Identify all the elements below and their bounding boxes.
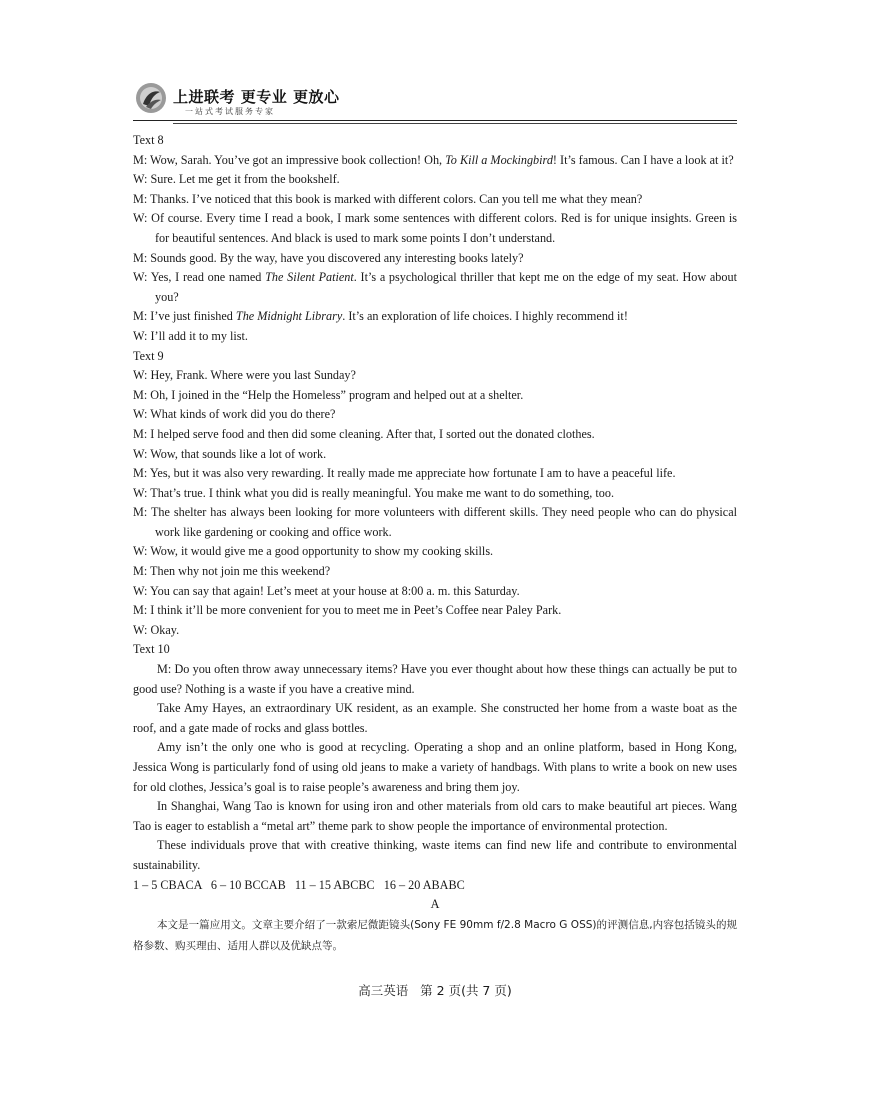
dialogue-line xyxy=(133,151,737,171)
speaker-label: M: xyxy=(133,466,148,481)
speaker-label: W: xyxy=(133,407,148,422)
header-slogan: 上进联考 更专业 更放心 xyxy=(173,88,340,106)
speaker-label: M: xyxy=(133,309,148,324)
dialogue-line xyxy=(133,464,737,484)
dialogue-text: Sure. Let me get it from the bookshelf. xyxy=(147,172,340,187)
dialogue-text: Okay. xyxy=(147,622,180,637)
dialogue-line xyxy=(133,503,737,542)
text10-paragraph: In Shanghai, Wang Tao is known for using iron and other materials from old cars to make beautiful art pieces. Wang Tao is eager to establish a “metal art” theme park to show people the importance of environmental protection. xyxy=(133,799,737,833)
document-body xyxy=(133,131,737,957)
page-header xyxy=(133,80,737,122)
text10-paragraph: Amy isn’t the only one who is good at recycling. Operating a shop and an online platform, based in Hong Kong, Jessica Wong is particularly fond of using old jeans to make a variety of handbags. With plans to write a book on new uses for old clothes, Jessica’s goal is to raise people’s awareness and bring them joy. xyxy=(133,740,737,794)
dialogue-text: Hey, Frank. Where were you last Sunday? xyxy=(147,368,356,383)
dialogue-line xyxy=(133,445,737,465)
text10-paragraph: Take Amy Hayes, an extraordinary UK resident, as an example. She constructed her home from a waste boat as the roof, and a gate made of rocks and glass bottles. xyxy=(133,701,737,735)
dialogue-line xyxy=(133,170,737,190)
dialogue-line xyxy=(133,307,737,327)
speaker-label: W: xyxy=(133,172,148,187)
dialogue-text: Wow, that sounds like a lot of work. xyxy=(147,446,327,461)
answer-key: 1 – 5 CBACA 6 – 10 BCCAB 11 – 15 ABCBC 16 – 20 ABABC xyxy=(133,877,465,892)
dialogue-text: Wow, it would give me a good opportunity to show my cooking skills. xyxy=(147,544,494,559)
speaker-label: W: xyxy=(133,368,148,383)
dialogue-line xyxy=(133,582,737,602)
dialogue-text: Then why not join me this weekend? xyxy=(147,564,331,579)
header-subslogan: 一站式考试服务专家 xyxy=(185,107,275,116)
dialogue-text: I think it’ll be more convenient for you to meet me in Peet’s Coffee near Paley Park. xyxy=(147,603,562,618)
speaker-label: W: xyxy=(133,485,148,500)
dialogue-line xyxy=(133,425,737,445)
page-footer: 高三英语 第 2 页(共 7 页) xyxy=(358,983,512,998)
dialogue-line xyxy=(133,327,737,347)
speaker-label: M: xyxy=(133,564,148,579)
speaker-label: W: xyxy=(133,622,148,637)
dialogue-text: Wow, Sarah. You’ve got an impressive book collection! Oh, xyxy=(147,152,446,167)
text8-heading: Text 8 xyxy=(133,133,164,147)
speaker-label: M: xyxy=(133,603,148,618)
dialogue-line xyxy=(133,601,737,621)
dialogue-text: I’ll add it to my list. xyxy=(147,328,248,343)
dialogue-text: . It’s a psychological thriller that kept me on the edge of my seat. How about you? xyxy=(155,270,737,304)
dialogue-line xyxy=(133,366,737,386)
header-rule xyxy=(133,120,737,121)
dialogue-text: You can say that again! Let’s meet at your house at 8:00 a. m. this Saturday. xyxy=(147,583,520,598)
speaker-label: W: xyxy=(133,583,148,598)
speaker-label: W: xyxy=(133,328,148,343)
dialogue-text: What kinds of work did you do there? xyxy=(147,407,336,422)
dialogue-line xyxy=(133,405,737,425)
dialogue-text: Thanks. I’ve noticed that this book is marked with different colors. Can you tell me what they mean? xyxy=(147,191,643,206)
dialogue-line xyxy=(133,386,737,406)
dialogue-text: Of course. Every time I read a book, I mark some sentences with different colors. Red is for unique insights. Green is for beautiful sentences. And black is used to mark some points I don’t understand. xyxy=(147,211,737,245)
dialogue-line xyxy=(133,562,737,582)
dialogue-text: That’s true. I think what you did is really meaningful. You make me want to do something, too. xyxy=(147,485,614,500)
text10-heading: Text 10 xyxy=(133,642,170,657)
speaker-label: M: xyxy=(133,426,148,441)
speaker-label: M: xyxy=(133,505,148,520)
text8-dialogue xyxy=(133,151,737,347)
speaker-label: W: xyxy=(133,544,148,559)
dialogue-text: Yes, but it was also very rewarding. It really made me appreciate how fortunate I am to have a peaceful life. xyxy=(147,466,676,481)
book-title: The Silent Patient xyxy=(265,270,354,285)
speaker-label: W: xyxy=(133,270,148,285)
dialogue-text: . It’s an exploration of life choices. I highly recommend it! xyxy=(342,309,628,324)
text9-dialogue xyxy=(133,366,737,640)
dialogue-line xyxy=(133,268,737,307)
dialogue-line xyxy=(133,190,737,210)
dialogue-text: Yes, I read one named xyxy=(147,270,266,285)
speaker-label: M: xyxy=(133,250,148,265)
header-rule-thin xyxy=(173,123,737,124)
speaker-label: W: xyxy=(133,446,148,461)
dialogue-text: The shelter has always been looking for more volunteers with different skills. They need people who can do physical work like gardening or cooking and office work. xyxy=(147,505,737,539)
dialogue-text: ! It’s famous. Can I have a look at it? xyxy=(552,152,734,167)
dialogue-line xyxy=(133,542,737,562)
speaker-label: W: xyxy=(133,211,148,226)
exam-logo-icon xyxy=(135,82,167,114)
dialogue-line xyxy=(133,249,737,269)
dialogue-line xyxy=(133,484,737,504)
section-a-summary: 本文是一篇应用文。文章主要介绍了一款索尼微距镜头(Sony FE 90mm f/2.8 Macro G OSS)的评测信息,内容包括镜头的规格参数、购买理由、适用人群以及优缺点等。 xyxy=(133,918,737,952)
book-title: To Kill a Mockingbird xyxy=(445,152,553,167)
book-title: The Midnight Library xyxy=(235,309,343,324)
speaker-label: M: xyxy=(133,387,148,402)
section-a-label: A xyxy=(430,897,440,912)
text10-paragraph: These individuals prove that with creative thinking, waste items can find new life and contribute to environmental sustainability. xyxy=(133,838,737,872)
text9-heading: Text 9 xyxy=(133,348,164,363)
speaker-label: M: xyxy=(133,152,148,167)
text10-paragraph: M: Do you often throw away unnecessary items? Have you ever thought about how these things can actually be put to good use? Nothing is a waste if you have a creative mind. xyxy=(133,662,737,696)
dialogue-text: I’ve just finished xyxy=(147,309,236,324)
dialogue-text: Oh, I joined in the “Help the Homeless” program and helped out at a shelter. xyxy=(147,387,524,402)
speaker-label: M: xyxy=(133,191,148,206)
dialogue-text: I helped serve food and then did some cleaning. After that, I sorted out the donated clothes. xyxy=(147,426,595,441)
dialogue-line xyxy=(133,621,737,641)
dialogue-line xyxy=(133,209,737,248)
dialogue-text: Sounds good. By the way, have you discovered any interesting books lately? xyxy=(147,250,524,265)
